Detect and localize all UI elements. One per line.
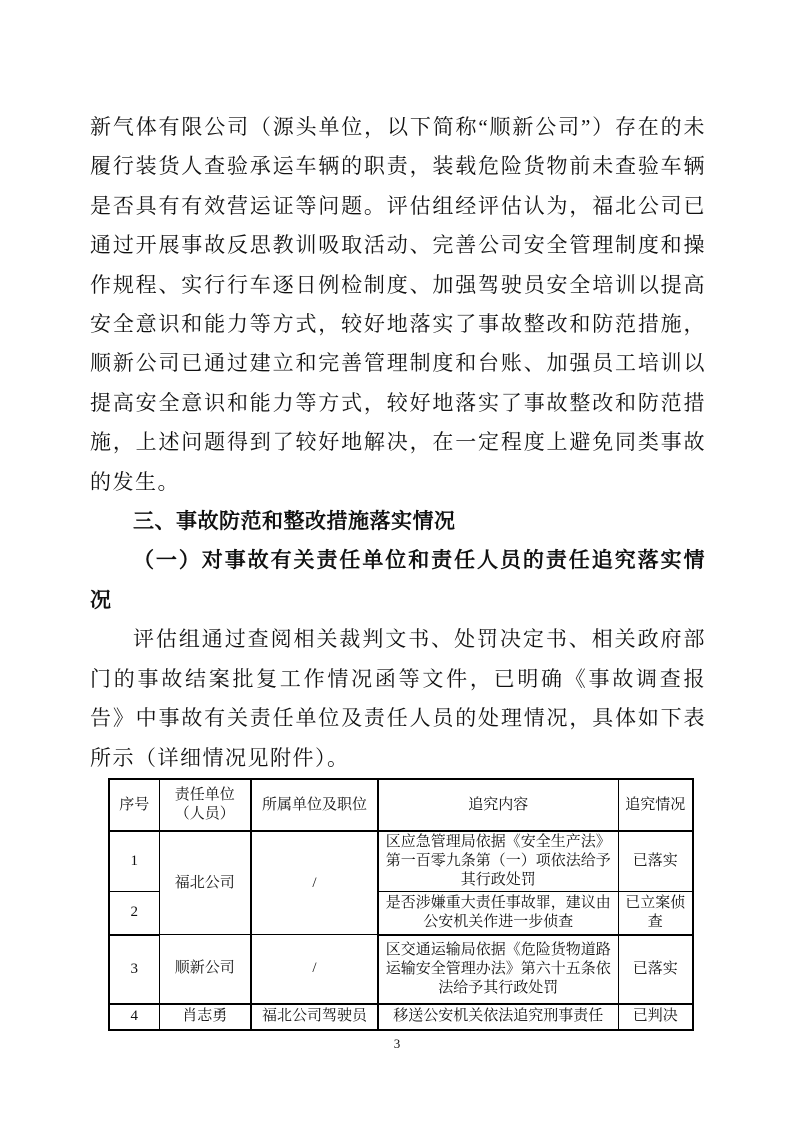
header-cell-affiliation: 所属单位及职位 bbox=[251, 779, 378, 831]
document-body bbox=[90, 108, 706, 778]
cell-index: 1 bbox=[109, 831, 159, 892]
cell-pursuit-content: 区应急管理局依据《安全生产法》第一百零九条第（一）项依法给予其行政处罚 bbox=[378, 831, 618, 892]
header-cell-responsible-unit: 责任单位（人员） bbox=[159, 779, 251, 831]
table-header-row bbox=[109, 779, 693, 831]
cell-index: 2 bbox=[109, 892, 159, 935]
cell-index: 4 bbox=[109, 1004, 159, 1030]
cell-affiliation: 福北公司驾驶员 bbox=[251, 1004, 378, 1030]
cell-pursuit-status: 已落实 bbox=[618, 831, 693, 892]
section-heading-prevention-and-rectification: 三、事故防范和整改措施落实情况 bbox=[133, 510, 456, 534]
paragraph-evaluation-findings: 新气体有限公司（源头单位，以下简称“顺新公司”）存在的未履行装货人查验承运车辆的职责，装载危险货物前未查验车辆是否具有有效营运证等问题。评估组经评估认为，福北公司已通过开展事故反思教训吸取活动、完善公司安全管理制度和操作规程、实行行车逐日例检制度、加强驾驶员安全培训以提高安全意识和能力等方式，较好地落实了事故整改和防范措施，顺新公司已通过建立和完善管理制度和台账、加强员工培训以提高安全意识和能力等方式，较好地落实了事故整改和防范措施，上述问题得到了较好地解决，在一定程度上避免同类事故的发生。 bbox=[90, 115, 706, 494]
cell-pursuit-status: 已落实 bbox=[618, 935, 693, 1004]
accountability-table bbox=[108, 778, 694, 1031]
cell-affiliation: / bbox=[251, 831, 378, 935]
cell-pursuit-status: 已判决 bbox=[618, 1004, 693, 1030]
header-cell-pursuit-content: 追究内容 bbox=[378, 779, 618, 831]
table-row bbox=[109, 1004, 693, 1030]
cell-responsible-unit: 福北公司 bbox=[159, 831, 251, 935]
cell-pursuit-content: 移送公安机关依法追究刑事责任 bbox=[378, 1004, 618, 1030]
subsection-heading-responsibility-tracking: （一）对事故有关责任单位和责任人员的责任追究落实情况 bbox=[90, 548, 706, 612]
cell-pursuit-status: 已立案侦查 bbox=[618, 892, 693, 935]
accountability-table-container bbox=[108, 778, 694, 1031]
header-cell-index: 序号 bbox=[109, 779, 159, 831]
cell-affiliation: / bbox=[251, 935, 378, 1004]
paragraph-responsibility-review: 评估组通过查阅相关裁判文书、处罚决定书、相关政府部门的事故结案批复工作情况函等文件，已明确《事故调查报告》中事故有关责任单位及责任人员的处理情况，具体如下表所示（详细情况见附件）。 bbox=[90, 627, 706, 770]
cell-pursuit-content: 是否涉嫌重大责任事故罪，建议由公安机关作进一步侦查 bbox=[378, 892, 618, 935]
cell-responsible-unit: 肖志勇 bbox=[159, 1004, 251, 1030]
cell-pursuit-content: 区交通运输局依据《危险货物道路运输安全管理办法》第六十五条依法给予其行政处罚 bbox=[378, 935, 618, 1004]
cell-index: 3 bbox=[109, 935, 159, 1004]
header-cell-pursuit-status: 追究情况 bbox=[618, 779, 693, 831]
page-number: 3 bbox=[393, 1036, 401, 1051]
cell-responsible-unit: 顺新公司 bbox=[159, 935, 251, 1004]
table-row bbox=[109, 831, 693, 892]
table-row bbox=[109, 935, 693, 1004]
